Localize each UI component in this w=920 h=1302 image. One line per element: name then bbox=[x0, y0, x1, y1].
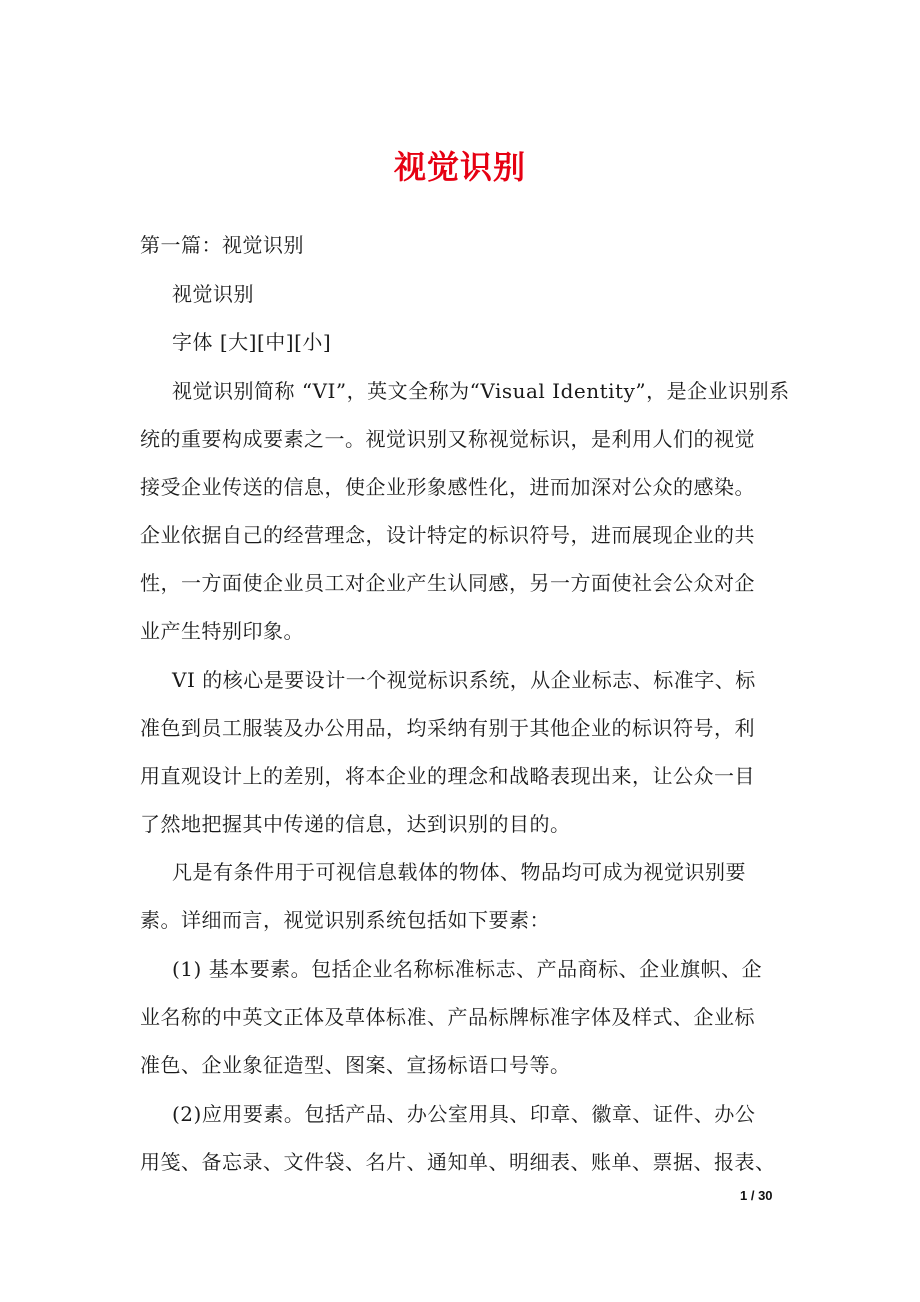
paragraph-line: 了然地把握其中传递的信息，达到识别的目的。 bbox=[140, 812, 571, 836]
paragraph-line: VI 的核心是要设计一个视觉标识系统，从企业标志、标准字、标 bbox=[172, 668, 756, 692]
document-title: 视觉识别 bbox=[393, 148, 526, 186]
paragraph-line: 性，一方面使企业员工对企业产生认同感，另一方面使社会公众对企 bbox=[140, 571, 755, 595]
paragraph-line: 业产生特别印象。 bbox=[140, 619, 304, 643]
list-item-basic-elements: (1) 基本要素。包括企业名称标准标志、产品商标、企业旗帜、企 bbox=[172, 957, 763, 981]
font-size-options: 字体 [大][中][小] bbox=[172, 330, 332, 354]
subheading: 视觉识别 bbox=[172, 282, 254, 306]
paragraph-line: 用直观设计上的差别，将本企业的理念和战略表现出来，让公众一目 bbox=[140, 764, 755, 788]
paragraph-line: 接受企业传送的信息，使企业形象感性化，进而加深对公众的感染。 bbox=[140, 475, 755, 499]
section-heading: 第一篇：视觉识别 bbox=[140, 233, 304, 257]
paragraph-line: 准色、企业象征造型、图案、宣扬标语口号等。 bbox=[140, 1053, 571, 1077]
paragraph-line: 准色到员工服装及办公用品，均采纳有别于其他企业的标识符号，利 bbox=[140, 716, 755, 740]
paragraph-line: 凡是有条件用于可视信息载体的物体、物品均可成为视觉识别要 bbox=[172, 860, 746, 884]
paragraph-line: 素。详细而言，视觉识别系统包括如下要素： bbox=[140, 908, 550, 932]
paragraph-line: 视觉识别简称 “VI”，英文全称为“Visual Identity”，是企业识别系 bbox=[172, 379, 790, 403]
list-item-application-elements: (2)应用要素。包括产品、办公室用具、印章、徽章、证件、办公 bbox=[172, 1102, 756, 1126]
paragraph-line: 用笺、备忘录、文件袋、名片、通知单、明细表、账单、票据、报表、 bbox=[140, 1150, 776, 1174]
paragraph-line: 业名称的中英文正体及草体标准、产品标牌标准字体及样式、企业标 bbox=[140, 1005, 755, 1029]
paragraph-line: 企业依据自己的经营理念，设计特定的标识符号，进而展现企业的共 bbox=[140, 523, 755, 547]
paragraph-line: 统的重要构成要素之一。视觉识别又称视觉标识，是利用人们的视觉 bbox=[140, 427, 755, 451]
page-number: 1 / 30 bbox=[740, 1188, 773, 1203]
